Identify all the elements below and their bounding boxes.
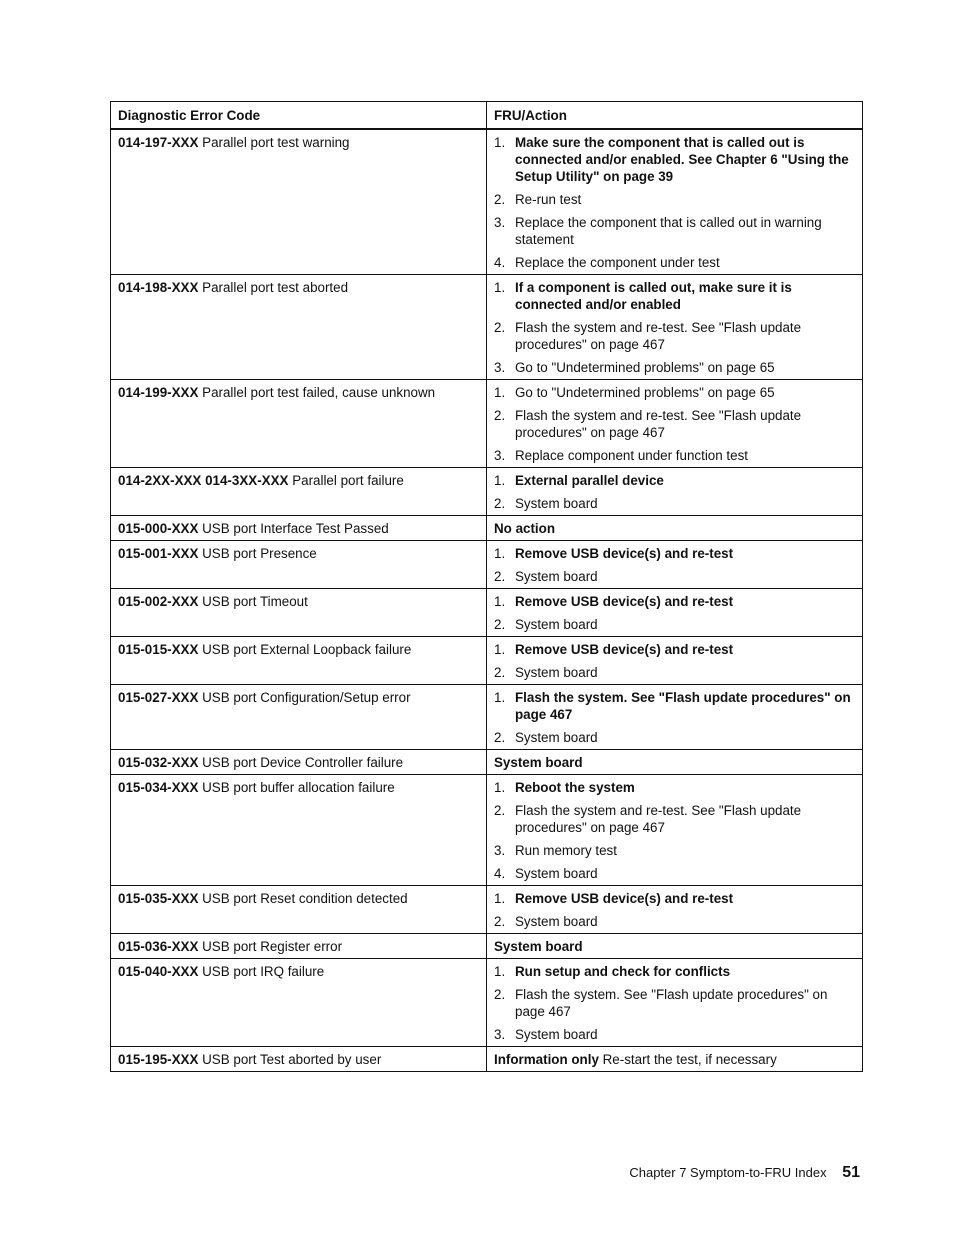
- step-text: Make sure the component that is called out is connected and/or enabled. See Chapter 6 "Using the Setup Utility" on page 39: [515, 135, 849, 184]
- step-text: Flash the system and re-test. See "Flash update procedures" on page 467: [515, 408, 802, 440]
- step-text: System board: [515, 866, 598, 881]
- step-text: Reboot the system: [515, 780, 635, 795]
- table-row: [111, 1047, 863, 1072]
- action-step: [494, 319, 855, 353]
- table-row: [111, 275, 863, 380]
- error-code-cell: [111, 541, 487, 589]
- action-steps-list: [494, 134, 855, 271]
- error-description: Parallel port test aborted: [202, 280, 349, 295]
- step-text: System board: [515, 1027, 598, 1042]
- fru-action-cell: [487, 516, 863, 541]
- error-code: 015-040-XXX: [118, 964, 199, 979]
- step-number: 3.: [494, 1027, 506, 1042]
- action-steps-list: [494, 279, 855, 376]
- fru-action-cell: [487, 959, 863, 1047]
- error-code: 015-000-XXX: [118, 521, 199, 536]
- step-text: Replace the component under test: [515, 255, 720, 270]
- action-step: [494, 890, 855, 907]
- action-step: [494, 593, 855, 610]
- error-code: 014-197-XXX: [118, 135, 199, 150]
- error-description: USB port External Loopback failure: [202, 642, 412, 657]
- table-row: [111, 541, 863, 589]
- step-text: System board: [515, 730, 598, 745]
- action-steps-list: [494, 545, 855, 585]
- step-number: 1.: [494, 642, 506, 657]
- step-text: Flash the system. See "Flash update procedures" on page 467: [515, 690, 851, 722]
- action-steps-list: [494, 689, 855, 746]
- action-detail: Re-start the test, if necessary: [602, 1052, 777, 1067]
- error-code-cell: [111, 886, 487, 934]
- error-description: USB port Reset condition detected: [202, 891, 408, 906]
- action-step: [494, 689, 855, 723]
- error-description: USB port Test aborted by user: [202, 1052, 382, 1067]
- step-text: Remove USB device(s) and re-test: [515, 891, 734, 906]
- step-number: 1.: [494, 135, 506, 150]
- table-row: [111, 589, 863, 637]
- action-steps-list: [494, 593, 855, 633]
- error-code: 015-195-XXX: [118, 1052, 199, 1067]
- error-code: 015-036-XXX: [118, 939, 199, 954]
- error-code: 015-034-XXX: [118, 780, 199, 795]
- table-row: [111, 959, 863, 1047]
- diagnostic-error-table: [110, 101, 863, 1072]
- error-code-cell: [111, 934, 487, 959]
- step-number: 2.: [494, 730, 506, 745]
- step-number: 1.: [494, 891, 506, 906]
- fru-action-cell: [487, 468, 863, 516]
- step-number: 3.: [494, 360, 506, 375]
- action-steps-list: [494, 472, 855, 512]
- error-description: USB port Interface Test Passed: [202, 521, 389, 536]
- action-steps-list: [494, 890, 855, 930]
- error-code-cell: [111, 468, 487, 516]
- error-code-cell: [111, 589, 487, 637]
- error-description: USB port buffer allocation failure: [202, 780, 395, 795]
- action-step: [494, 664, 855, 681]
- fru-action-cell: [487, 750, 863, 775]
- error-code: 014-198-XXX: [118, 280, 199, 295]
- step-number: 2.: [494, 665, 506, 680]
- error-code: 015-001-XXX: [118, 546, 199, 561]
- action-step: [494, 214, 855, 248]
- step-number: 4.: [494, 866, 506, 881]
- table-row: [111, 685, 863, 750]
- error-description: Parallel port failure: [292, 473, 404, 488]
- error-code: 014-2XX-XXX 014-3XX-XXX: [118, 473, 289, 488]
- step-number: 4.: [494, 255, 506, 270]
- error-code-cell: [111, 275, 487, 380]
- action-step: [494, 802, 855, 836]
- action-step: [494, 447, 855, 464]
- step-text: System board: [515, 914, 598, 929]
- fru-action-cell: [487, 886, 863, 934]
- fru-action-cell: [487, 775, 863, 886]
- error-code-cell: [111, 129, 487, 275]
- step-text: Flash the system and re-test. See "Flash update procedures" on page 467: [515, 803, 802, 835]
- action-step: [494, 279, 855, 313]
- step-number: 2.: [494, 192, 506, 207]
- error-code: 015-032-XXX: [118, 755, 199, 770]
- step-text: Replace component under function test: [515, 448, 748, 463]
- step-number: 2.: [494, 987, 506, 1002]
- step-number: 1.: [494, 280, 506, 295]
- error-description: USB port Register error: [202, 939, 343, 954]
- fru-action-cell: [487, 380, 863, 468]
- fru-action-cell: [487, 541, 863, 589]
- step-text: Run memory test: [515, 843, 617, 858]
- error-code-cell: [111, 380, 487, 468]
- action-step: [494, 729, 855, 746]
- step-number: 3.: [494, 448, 506, 463]
- step-number: 1.: [494, 594, 506, 609]
- table-row: [111, 468, 863, 516]
- error-code: 014-199-XXX: [118, 385, 199, 400]
- table-row: [111, 637, 863, 685]
- action-step: [494, 641, 855, 658]
- step-text: System board: [515, 569, 598, 584]
- step-number: 1.: [494, 473, 506, 488]
- header-diagnostic-error-code: Diagnostic Error Code: [111, 102, 487, 130]
- action-summary: No action: [494, 521, 556, 536]
- action-steps-list: [494, 963, 855, 1043]
- table-header-row: [111, 102, 863, 130]
- error-description: Parallel port test warning: [202, 135, 350, 150]
- error-code-cell: [111, 637, 487, 685]
- step-number: 1.: [494, 546, 506, 561]
- action-step: [494, 986, 855, 1020]
- action-step: [494, 568, 855, 585]
- action-summary: System board: [494, 939, 583, 954]
- action-step: [494, 384, 855, 401]
- error-description: USB port Device Controller failure: [202, 755, 404, 770]
- action-step: [494, 963, 855, 980]
- error-description: Parallel port test failed, cause unknown: [202, 385, 436, 400]
- fru-action-cell: [487, 685, 863, 750]
- step-number: 2.: [494, 803, 506, 818]
- step-text: System board: [515, 665, 598, 680]
- fru-action-cell: [487, 589, 863, 637]
- error-code-cell: [111, 959, 487, 1047]
- step-text: System board: [515, 617, 598, 632]
- step-text: Replace the component that is called out in warning statement: [515, 215, 822, 247]
- step-text: Flash the system. See "Flash update procedures" on page 467: [515, 987, 828, 1019]
- action-summary: System board: [494, 755, 583, 770]
- step-number: 2.: [494, 496, 506, 511]
- action-steps-list: [494, 779, 855, 882]
- error-code: 015-015-XXX: [118, 642, 199, 657]
- step-number: 2.: [494, 569, 506, 584]
- error-code-cell: [111, 1047, 487, 1072]
- action-step: [494, 134, 855, 185]
- step-text: System board: [515, 496, 598, 511]
- action-step: [494, 842, 855, 859]
- action-steps-list: [494, 384, 855, 464]
- step-number: 1.: [494, 964, 506, 979]
- error-description: USB port IRQ failure: [202, 964, 325, 979]
- error-description: USB port Timeout: [202, 594, 308, 609]
- step-number: 2.: [494, 320, 506, 335]
- table-row: [111, 886, 863, 934]
- action-summary: Information only: [494, 1052, 599, 1067]
- error-description: USB port Configuration/Setup error: [202, 690, 411, 705]
- table-row: [111, 380, 863, 468]
- step-text: External parallel device: [515, 473, 664, 488]
- error-code-cell: [111, 775, 487, 886]
- page-footer: [629, 1163, 860, 1183]
- action-step: [494, 616, 855, 633]
- step-text: Flash the system and re-test. See "Flash update procedures" on page 467: [515, 320, 802, 352]
- action-step: [494, 191, 855, 208]
- step-text: Remove USB device(s) and re-test: [515, 642, 734, 657]
- fru-action-cell: [487, 275, 863, 380]
- step-number: 1.: [494, 780, 506, 795]
- action-step: [494, 254, 855, 271]
- fru-action-cell: [487, 129, 863, 275]
- action-step: [494, 407, 855, 441]
- action-step: [494, 1026, 855, 1043]
- step-number: 3.: [494, 843, 506, 858]
- step-number: 1.: [494, 385, 506, 400]
- error-code: 015-035-XXX: [118, 891, 199, 906]
- action-step: [494, 359, 855, 376]
- action-step: [494, 472, 855, 489]
- error-code: 015-002-XXX: [118, 594, 199, 609]
- table-row: [111, 934, 863, 959]
- table-row: [111, 750, 863, 775]
- error-code-cell: [111, 516, 487, 541]
- step-text: Go to "Undetermined problems" on page 65: [515, 385, 775, 400]
- error-description: USB port Presence: [202, 546, 317, 561]
- action-step: [494, 495, 855, 512]
- error-code-cell: [111, 750, 487, 775]
- fru-action-cell: [487, 1047, 863, 1072]
- fru-action-cell: [487, 637, 863, 685]
- step-text: Remove USB device(s) and re-test: [515, 546, 734, 561]
- step-number: 2.: [494, 914, 506, 929]
- header-fru-action: FRU/Action: [487, 102, 863, 130]
- step-number: 1.: [494, 690, 506, 705]
- table-body: [111, 129, 863, 1072]
- action-steps-list: [494, 641, 855, 681]
- step-number: 2.: [494, 617, 506, 632]
- page-number: 51: [842, 1164, 860, 1181]
- action-step: [494, 545, 855, 562]
- fru-action-cell: [487, 934, 863, 959]
- step-text: Remove USB device(s) and re-test: [515, 594, 734, 609]
- table-row: [111, 129, 863, 275]
- step-number: 2.: [494, 408, 506, 423]
- table-row: [111, 516, 863, 541]
- error-code: 015-027-XXX: [118, 690, 199, 705]
- step-text: Run setup and check for conflicts: [515, 964, 731, 979]
- action-step: [494, 779, 855, 796]
- step-number: 3.: [494, 215, 506, 230]
- step-text: If a component is called out, make sure it is connected and/or enabled: [515, 280, 792, 312]
- table-row: [111, 775, 863, 886]
- footer-chapter-label: Chapter 7 Symptom-to-FRU Index: [629, 1165, 827, 1180]
- error-code-cell: [111, 685, 487, 750]
- action-step: [494, 913, 855, 930]
- action-step: [494, 865, 855, 882]
- step-text: Re-run test: [515, 192, 582, 207]
- step-text: Go to "Undetermined problems" on page 65: [515, 360, 775, 375]
